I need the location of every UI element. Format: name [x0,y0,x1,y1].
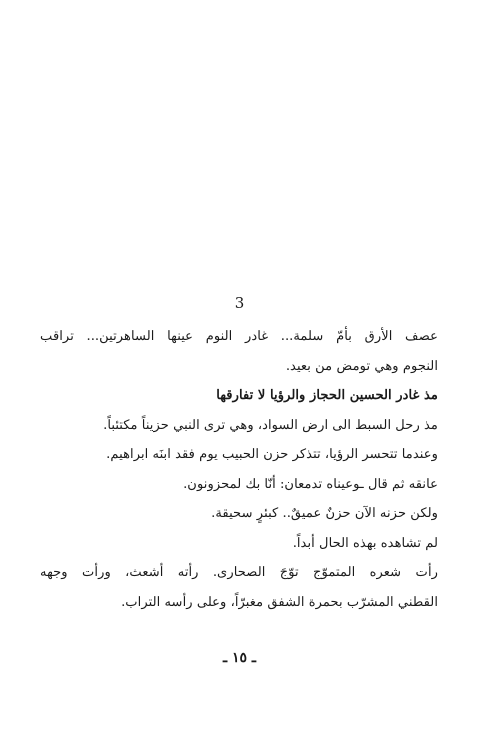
text-line: مذ رحل السبط الى ارض السواد، وهي ترى النبي حزيناً مكتئباً. [103,417,438,433]
text-line: وعندما تتحسر الرؤيا، تتذكر حزن الحبيب يوم فقد ابنَه ابراهيم. [106,447,438,462]
text-line: النجوم وهي تومض من بعيد. [285,358,438,374]
section-number: 3 [234,294,245,312]
text-line: عانقه ثم قال ـوعيناه تدمعان: أنّا بك لمحزونون. [183,476,438,492]
text-line: مذ غادر الحسين الحجاز والرؤيا لا تفارقها [216,388,438,403]
text-line: القطني المشرّب بحمرة الشفق مغبرّاً، وعلى رأسه التراب. [121,594,438,610]
text-line: عصف الأرق بأمّ سلمة... غادر النوم عينها الساهرتين... تراقب [40,329,438,344]
text-line: ولكن حزنه الآن حزنٌ عميقٌ.. كبئرٍ سحيقة. [211,506,438,521]
body-text [40,322,438,617]
text-line: رأت شعره المتموّج توّجَ الصحارى. رأته أشعث، ورأت وجهه [40,565,438,580]
page-number: ـ ١٥ ـ [222,650,256,666]
text-line: لم تشاهده بهذه الحال أبداً. [292,535,438,551]
